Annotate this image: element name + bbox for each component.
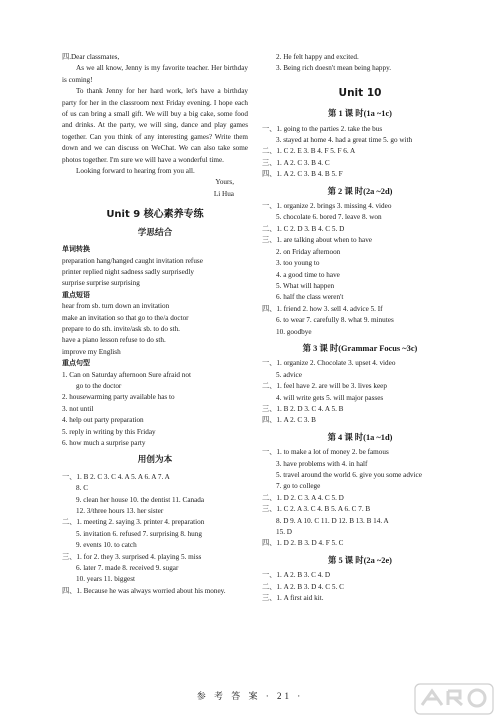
answer-line: 5. invitation 6. refused 7. surprising 8. hung (76, 529, 202, 538)
unit10-title: Unit 10 (338, 86, 382, 99)
answer-line: 2. housewarming party available has to (62, 393, 175, 402)
right-column (262, 52, 458, 604)
letter-sign-yours: Yours, (215, 178, 234, 187)
letter-paragraph-3: Looking forward to hearing from you all. (76, 167, 195, 176)
answer-line: 8. C (76, 484, 88, 493)
answer-line: 8. D 9. A 10. C 11. D 12. B 13. B 14. A (276, 516, 389, 525)
letter-paragraph-2: To thank Jenny for her hard work, let's have a birthday party for her in the classroom next Friday evening. I hope each of us can bring a small gift. We will buy a big cake, some food and drinks. At the party, we will sing, dance and play games together. Can you think of any interesting games? Write them down and we can discuss on WeChat. We can also take some photos together. I'm sure we will have a wonderful time. (62, 87, 248, 164)
answer-line: 四、1. Because he was always worried about his money. (62, 586, 226, 595)
answer-line: 9. events 10. to catch (76, 541, 137, 550)
answer-line: 5. reply in writing by this Friday (62, 427, 156, 436)
answer-line: 三、1. C 2. A 3. C 4. B 5. A 6. C 7. B (262, 505, 371, 514)
answer-line: 6. to wear 7. carefully 8. what 9. minutes (276, 316, 394, 325)
letter-head: 四.Dear classmates, (62, 53, 120, 61)
answer-line: 4. help out party preparation (62, 416, 144, 425)
answer-line: 2. He felt happy and excited. (276, 53, 359, 61)
answer-line: 3. stayed at home 4. had a great time 5. go with (276, 136, 413, 145)
answer-line: 三、1. for 2. they 3. surprised 4. playing 5. miss (62, 552, 202, 561)
answer-line: 一、1. A 2. B 3. C 4. D (262, 571, 331, 580)
answer-line: 三、1. are talking about when to have (262, 236, 372, 245)
answer-line: 10. years 11. biggest (76, 575, 136, 584)
answer-line: 一、1. organize 2. brings 3. missing 4. video (262, 202, 392, 211)
answer-line: 7. go to college (276, 482, 321, 491)
answer-line: 二、1. C 2. E 3. B 4. F 5. F 6. A (262, 147, 356, 156)
watermark-logo (414, 683, 494, 715)
answer-line: 5. advice (276, 370, 302, 379)
answer-line: 2. on Friday afternoon (276, 247, 341, 256)
section-title-yongchuang: 用创为本 (137, 455, 173, 466)
lesson-1-title: 第 1 课 时(1a ~1c) (328, 109, 392, 119)
answer-line: 一、1. to make a lot of money 2. be famous (262, 448, 389, 457)
answer-line: 15. D (276, 528, 292, 537)
answer-line: hear from sb. turn down an invitation (62, 302, 170, 311)
subheading-word-forms: 单词转换 (62, 245, 90, 254)
answer-line: 3. Being rich doesn't mean being happy. (276, 64, 392, 73)
answer-line: 二、1. C 2. D 3. B 4. C 5. D (262, 224, 345, 233)
answer-line: 四、1. A 2. C 3. B (262, 416, 316, 425)
lesson-3-title: 第 3 课 时(Grammar Focus ~3c) (302, 343, 418, 353)
answer-line: make an invitation so that go to the/a doctor (62, 313, 189, 322)
answer-line: 5. What will happen (276, 281, 335, 290)
letter-paragraph-1: As we all know, Jenny is my favorite teacher. Her birthday is coming! (62, 64, 248, 84)
answer-line: 6. how much a surprise party (62, 439, 146, 447)
answer-line: 3. too young to (276, 259, 320, 268)
lesson-5-title: 第 5 课 时(2a ~2e) (328, 555, 392, 565)
section-title-xuesi: 学思结合 (137, 227, 173, 238)
lesson-4-title: 第 4 课 时(1a ~1d) (327, 432, 393, 442)
answer-line: 4. will write gets 5. will major passes (276, 393, 384, 402)
letter-section (62, 52, 248, 200)
answer-line: 二、1. feel have 2. are will be 3. lives keep (262, 382, 387, 391)
answer-line: 5. chocolate 6. bored 7. leave 8. won (276, 213, 382, 222)
answer-line: 二、1. D 2. C 3. A 4. C 5. D (262, 493, 344, 502)
answer-line: 四、1. A 2. C 3. B 4. B 5. F (262, 170, 343, 179)
answer-line: surprise surprise surprising (62, 279, 140, 288)
unit9-title: Unit 9 核心素养专练 (106, 209, 204, 221)
answer-line: 12. 3/three hours 13. her sister (76, 507, 164, 516)
answer-line: 6. half the class weren't (276, 293, 344, 302)
answer-line: 一、1. organize 2. Chocolate 3. upset 4. video (262, 359, 396, 368)
page-footer: 参 考 答 案 · 21 · (196, 691, 304, 701)
answer-line: printer replied night sadness sadly surprisedly (62, 267, 194, 276)
answer-line: 一、1. going to the parties 2. take the bus (262, 124, 383, 133)
answer-line: go to the doctor (76, 381, 122, 390)
answer-line: 1. Can on Saturday afternoon Sure afraid not (62, 370, 191, 379)
left-column (62, 52, 248, 597)
letter-sign-name: Li Hua (213, 189, 234, 198)
subheading-key-sentences: 重点句型 (62, 359, 90, 368)
answer-line: prepare to do sth. invite/ask sb. to do sth. (62, 324, 180, 333)
answer-line: improve my English (62, 347, 121, 356)
answer-line: 三、1. A 2. C 3. B 4. C (262, 158, 330, 167)
answer-line: 6. later 7. made 8. received 9. sugar (76, 564, 179, 573)
answer-line: 二、1. A 2. B 3. D 4. C 5. C (262, 582, 344, 591)
answer-line: 一、1. B 2. C 3. C 4. A 5. A 6. A 7. A (62, 472, 170, 481)
answer-line: 四、1. friend 2. how 3. sell 4. advice 5. If (262, 304, 383, 313)
subheading-key-phrases: 重点短语 (62, 290, 90, 299)
answer-line: 4. a good time to have (276, 270, 340, 279)
answer-line: 9. clean her house 10. the dentist 11. Canada (76, 495, 205, 504)
answer-line: 四、1. D 2. B 3. D 4. F 5. C (262, 539, 344, 548)
answer-line: 三、1. B 2. D 3. C 4. A 5. B (262, 404, 344, 413)
answer-line: 10. goodbye (276, 327, 312, 336)
answer-line: 3. have problems with 4. in half (276, 459, 368, 468)
answer-line: 三、1. A first aid kit. (262, 594, 324, 603)
answer-line: have a piano lesson refuse to do sth. (62, 336, 166, 345)
answer-line: preparation hang/hanged caught invitation refuse (62, 256, 203, 265)
answer-line: 3. not until (62, 404, 94, 413)
answer-line: 5. travel around the world 6. give you some advice (276, 471, 422, 479)
answer-line: 二、1. meeting 2. saying 3. printer 4. preparation (62, 518, 205, 527)
lesson-2-title: 第 2 课 时(2a ~2d) (327, 186, 393, 196)
